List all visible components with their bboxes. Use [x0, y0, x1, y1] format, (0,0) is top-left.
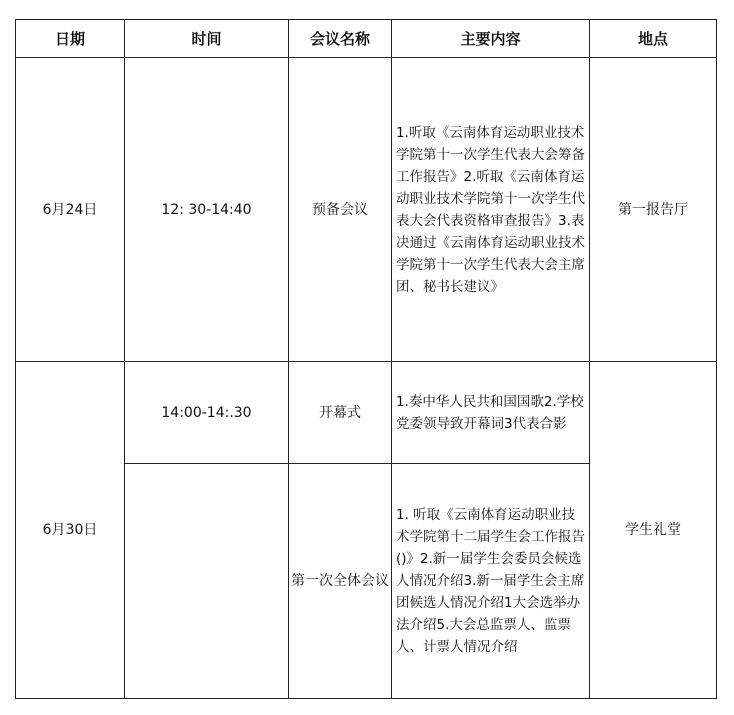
row2a-meeting: 开幕式: [319, 404, 361, 421]
row1-date: 6月24日: [42, 201, 98, 218]
row1-content: [392, 58, 589, 361]
row2a-time: 14:00-14:.30: [161, 404, 252, 421]
header-content: 主要内容: [460, 29, 521, 48]
row1-content-text: 1.听取《云南体育运动职业技术学院第十一次学生代表大会筹备工作报告》2.听取《云南体育运动职业技术学院第十一次学生代表大会代表资格审查报告》3.表决通过《云南体育运动职业技术学院第十一次学生代表大会主席团、秘书长建议》: [396, 124, 585, 295]
row1-meeting: 预备会议: [312, 201, 368, 218]
header-time: 时间: [191, 29, 222, 48]
row1-time: 12: 30-14:40: [161, 201, 252, 218]
row2b-meeting: 第一次全体会议: [291, 573, 389, 589]
header-meeting: 会议名称: [309, 29, 370, 48]
row2a-content: [392, 362, 589, 463]
row1-place: 第一报告厅: [618, 201, 688, 218]
table-border-right: [716, 19, 717, 699]
row2b-time: [125, 464, 288, 698]
header-date: 日期: [54, 29, 85, 48]
row2b-content-text: 1. 听取《云南体育运动职业技术学院第十二届学生会工作报告()》2.新一届学生会委员会候选人情况介绍3.新一届学生会主席团候选人情况介绍1大会选举办法介绍5.大会总监票人、监票人、计票人情况介绍: [396, 507, 585, 655]
table-border-bottom: [15, 698, 717, 699]
row2a-content-text: 1.奏中华人民共和国国歌2.学校党委领导致开幕词3代表合影: [396, 393, 584, 432]
row2b-content: [392, 464, 589, 698]
header-place: 地点: [637, 29, 668, 48]
row2-date: 6月30日: [42, 522, 98, 538]
row2-place: 学生礼堂: [625, 522, 681, 538]
